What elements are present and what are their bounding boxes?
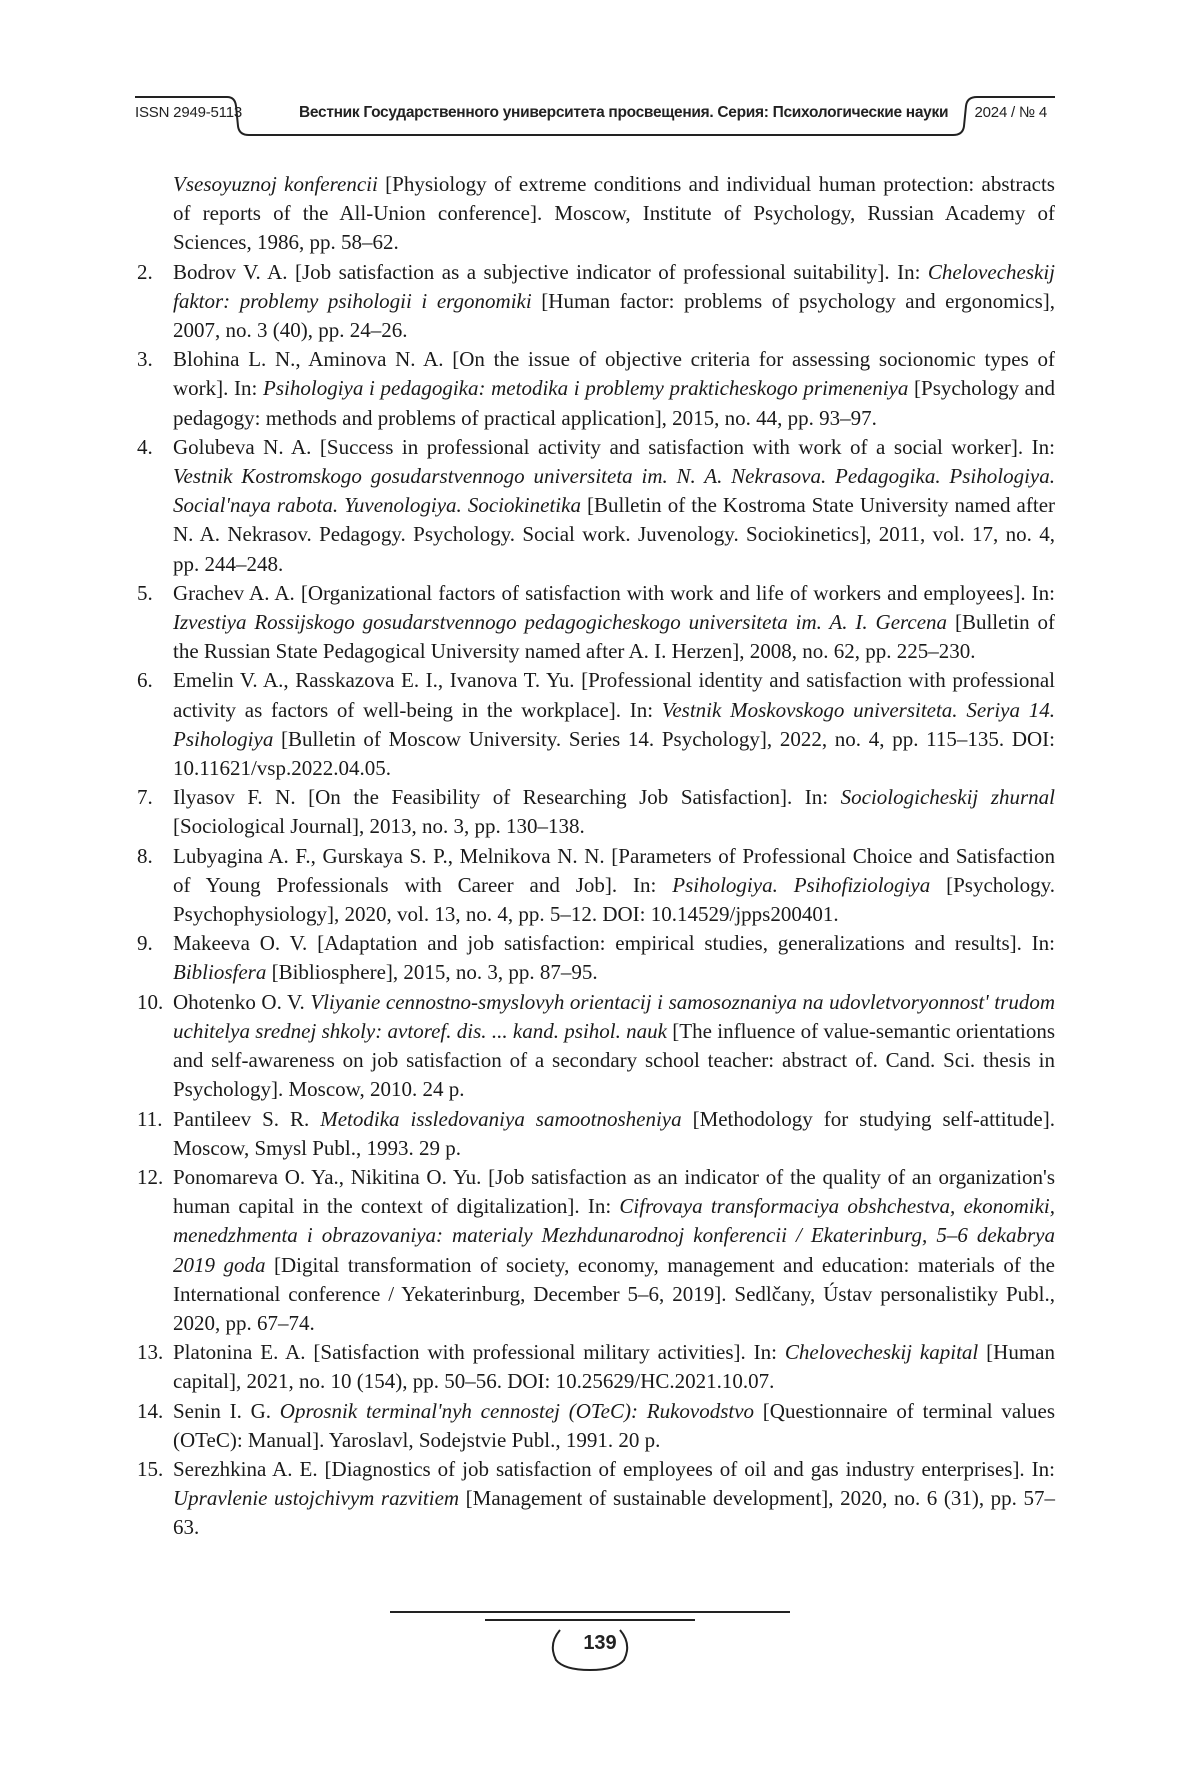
- reference-number: 7.: [137, 785, 153, 810]
- reference-number: 11.: [137, 1106, 163, 1131]
- reference-item: [137, 258, 1055, 346]
- reference-source-title: Izvestiya Rossijskogo gosudarstvennogo pedagogicheskogo universiteta im. A. I. Gercena: [173, 610, 948, 635]
- reference-text: [Management of sustainable development], 2020, no. 6 (31), pp. 57–63.: [173, 1486, 1055, 1540]
- reference-item: [137, 579, 1055, 667]
- reference-source-title: Vliyanie cennostno-smyslovyh orientacij i samosoznaniya na udovletvoryonnost' trudom uchitelya srednej shkoly: avtoref. dis. ... kand. psihol. nauk: [173, 989, 1055, 1043]
- reference-text: Blohina L. N., Aminova N. A. [On the issue of objective criteria for assessing socionomic types of work]. In:: [173, 347, 1055, 401]
- reference-number: 15.: [137, 1456, 164, 1481]
- reference-number: 2.: [137, 259, 153, 284]
- reference-text: [Bulletin of the Kostroma State University named after N. A. Nekrasov. Pedagogy. Psychology. Social work. Juvenology. Sociokinetics], 2011, vol. 17, no. 4, pp. 244–248.: [173, 493, 1056, 576]
- reference-text: [Physiology of extreme conditions and individual human protection: abstracts of reports of the All-Union conference]. Moscow, Institute of Psychology, Russian Academy of Sciences, 1986, pp. 58–62.: [173, 172, 1055, 255]
- issue-label: 2024 / № 4: [974, 104, 1047, 121]
- reference-text: [Bulletin of Moscow University. Series 14. Psychology], 2022, no. 4, pp. 115–135. DOI: 10.11621/vsp.2022.04.05.: [173, 726, 1055, 781]
- reference-text: [Human factor: problems of psychology and ergonomics], 2007, no. 3 (40), pp. 24–26.: [173, 288, 1056, 343]
- reference-number: 12.: [137, 1164, 164, 1189]
- reference-text: Serezhkina A. E. [Diagnostics of job satisfaction of employees of oil and gas industry enterprises]. In:: [173, 1456, 1055, 1481]
- reference-text: [Questionnaire of terminal values (OTeC): Manual]. Yaroslavl, Sodejstvie Publ., 1991. 20 p.: [173, 1398, 1056, 1452]
- reference-number: 6.: [137, 668, 153, 693]
- reference-item: [137, 1163, 1055, 1338]
- reference-text: Bodrov V. A. [Job satisfaction as a subjective indicator of professional suitability]. In:: [173, 259, 928, 284]
- reference-text: Ilyasov F. N. [On the Feasibility of Researching Job Satisfaction]. In:: [173, 785, 841, 810]
- reference-text: [Psychology. Psychophysiology], 2020, vol. 13, no. 4, pp. 5–12. DOI: 10.14529/jpps200401.: [173, 872, 1055, 927]
- reference-text: [The influence of value-semantic orientations and self-awareness on job satisfaction of a secondary school teacher: abstract of. Cand. Sci. thesis in Psychology]. Moscow, 2010. 24 p.: [173, 1018, 1056, 1102]
- reference-item: [137, 170, 1055, 258]
- reference-item: [137, 929, 1055, 987]
- reference-source-title: Vestnik Moskovskogo universiteta. Seriya 14. Psihologiya: [173, 697, 1055, 751]
- journal-title: Вестник Государственного университета просвещения. Серия: Психологические науки: [299, 104, 949, 121]
- reference-item: [137, 433, 1055, 579]
- reference-text: Pantileev S. R.: [173, 1106, 321, 1131]
- reference-number: 9.: [137, 931, 153, 956]
- reference-text: Ohotenko O. V.: [173, 989, 311, 1014]
- running-header: [135, 92, 1055, 142]
- reference-item: [137, 1455, 1055, 1543]
- reference-source-title: Bibliosfera: [173, 960, 267, 985]
- reference-number: 8.: [137, 843, 153, 868]
- page-number: 139: [583, 1632, 617, 1654]
- reference-text: [Sociological Journal], 2013, no. 3, pp. 130–138.: [173, 814, 585, 839]
- reference-text: Senin I. G.: [173, 1398, 280, 1423]
- reference-source-title: Chelovecheskij faktor: problemy psihologii i ergonomiki: [173, 259, 1055, 313]
- reference-source-title: Chelovecheskij kapital: [784, 1340, 979, 1365]
- reference-source-title: Cifrovaya transformaciya obshchestva, ekonomiki, menedzhmenta i obrazovaniya: materialy Mezhdunarodnoj konferencii / Ekaterinburg, 5–6 dekabrya 2019 goda: [173, 1194, 1055, 1277]
- reference-text: [Bulletin of the Russian State Pedagogical University named after A. I. Herzen], 2008, no. 62, pp. 225–230.: [173, 610, 1055, 664]
- reference-text: Emelin V. A., Rasskazova E. I., Ivanova T. Yu. [Professional identity and satisfaction with professional activity as factors of well-being in the workplace]. In:: [173, 668, 1055, 722]
- reference-text: Makeeva O. V. [Adaptation and job satisfaction: empirical studies, generalizations and results]. In:: [173, 931, 1055, 956]
- reference-source-title: Oprosnik terminal'nyh cennostej (OTeC): Rukovodstvo: [279, 1398, 755, 1423]
- reference-number: 13.: [137, 1340, 164, 1365]
- reference-item: [137, 1338, 1055, 1396]
- reference-item: [137, 1105, 1055, 1163]
- reference-list: [137, 170, 1055, 1543]
- reference-item: [137, 783, 1055, 841]
- reference-text: [Digital transformation of society, economy, management and education: materials of the International conference / Yekaterinburg, December 5–6, 2019]. Sedlčany, Ústav personalistiky Publ., 2020, pp. 67–74.: [173, 1252, 1055, 1335]
- reference-text: [Psychology and pedagogy: methods and problems of practical application], 2015, no. 44, pp. 93–97.: [173, 376, 1056, 430]
- reference-item: [137, 842, 1055, 930]
- reference-text: Golubeva N. A. [Success in professional activity and satisfaction with work of a social worker]. In:: [173, 434, 1055, 459]
- reference-number: 14.: [137, 1398, 164, 1423]
- reference-text: [Human capital], 2021, no. 10 (154), pp. 50–56. DOI: 10.25629/HC.2021.10.07.: [173, 1340, 1055, 1394]
- issn-label: ISSN 2949-5113: [135, 104, 242, 121]
- reference-source-title: Upravlenie ustojchivym razvitiem: [173, 1486, 460, 1511]
- reference-source-title: Vestnik Kostromskogo gosudarstvennogo universiteta im. N. A. Nekrasova. Pedagogika. Psihologiya. Social'naya rabota. Yuvenologiya. Sociokinetika: [173, 464, 1055, 518]
- reference-text: [Methodology for studying self-attitude]. Moscow, Smysl Publ., 1993. 29 p.: [173, 1106, 1055, 1160]
- reference-number: 3.: [137, 347, 153, 372]
- reference-text: Grachev A. A. [Organizational factors of satisfaction with work and life of workers and employees]. In:: [173, 580, 1055, 605]
- reference-item: [137, 1397, 1055, 1455]
- reference-source-title: Psihologiya i pedagogika: metodika i problemy prakticheskogo primeneniya: [263, 376, 909, 401]
- reference-source-title: Metodika issledovaniya samootnosheniya: [320, 1106, 682, 1131]
- reference-source-title: Psihologiya. Psihofiziologiya: [672, 872, 931, 897]
- reference-item: [137, 666, 1055, 783]
- reference-text: Ponomareva O. Ya., Nikitina O. Yu. [Job satisfaction as an indicator of the quality of an organization's human capital in the context of digitalization]. In:: [173, 1164, 1055, 1219]
- reference-number: 4.: [137, 434, 153, 459]
- reference-source-title: Vsesoyuznoj konferencii: [173, 172, 378, 196]
- reference-text: [Bibliosphere], 2015, no. 3, pp. 87–95.: [266, 960, 598, 985]
- reference-item: [137, 345, 1055, 433]
- reference-source-title: Sociologicheskij zhurnal: [840, 785, 1055, 810]
- reference-number: 10.: [137, 989, 164, 1014]
- reference-text: Platonina E. A. [Satisfaction with professional military activities]. In:: [173, 1340, 785, 1365]
- reference-item: [137, 988, 1055, 1105]
- reference-number: 5.: [137, 580, 153, 605]
- page-footer: [0, 1610, 1200, 1710]
- reference-text: Lubyagina A. F., Gurskaya S. P., Melnikova N. N. [Parameters of Professional Choice and Satisfaction of Young Professionals with Career and Job]. In:: [173, 843, 1055, 897]
